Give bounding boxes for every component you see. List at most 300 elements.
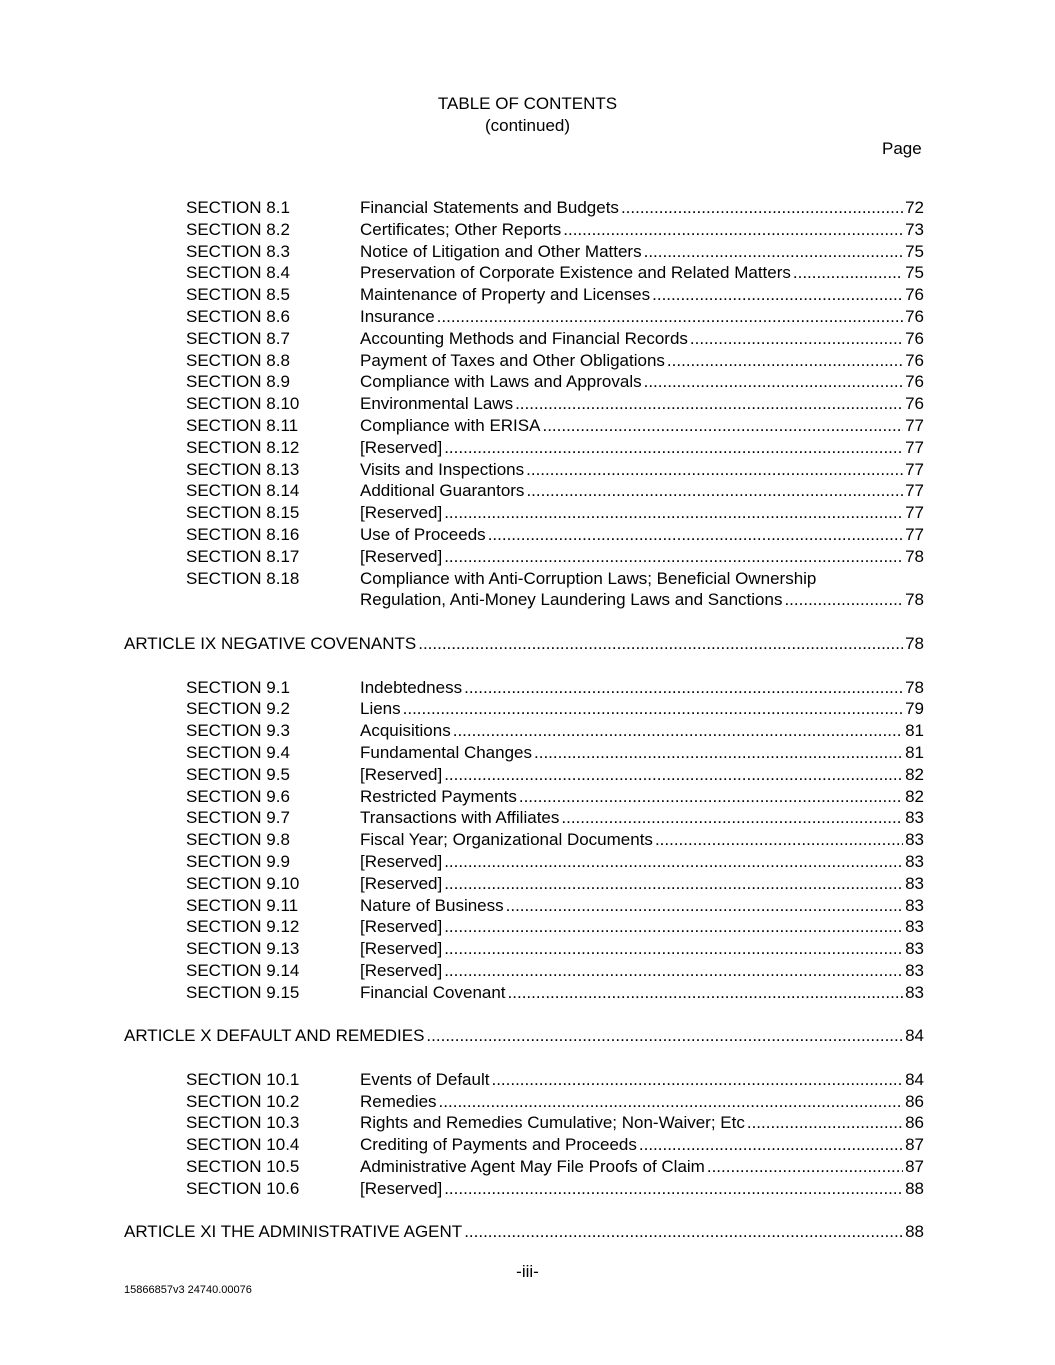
section-title: Environmental Laws xyxy=(360,394,514,414)
dot-leader xyxy=(444,1178,903,1200)
toc-title: TABLE OF CONTENTS xyxy=(437,94,618,113)
entry-title-block xyxy=(360,720,924,742)
page-ref: 73 xyxy=(905,219,924,239)
entry-title-line1: Compliance with Anti-Corruption Laws; Beneficial Ownership xyxy=(360,568,817,588)
entry-title-block xyxy=(124,1025,924,1047)
page-ref: 77 xyxy=(905,437,924,457)
toc-section-row[interactable] xyxy=(0,742,1055,764)
entry-leader-line xyxy=(360,262,924,284)
section-number: SECTION 8.4 xyxy=(186,263,290,283)
dot-leader xyxy=(488,524,903,546)
section-number: SECTION 8.16 xyxy=(186,524,300,544)
entry-title-block xyxy=(360,786,924,808)
entry-leader-line xyxy=(360,807,924,829)
entry-leader-line xyxy=(360,393,924,415)
section-number: SECTION 9.10 xyxy=(186,873,300,893)
page-ref: 82 xyxy=(905,764,924,784)
entry-title-block xyxy=(124,1221,924,1243)
toc-section-row[interactable] xyxy=(0,1112,1055,1134)
page-ref: 76 xyxy=(905,372,924,392)
dot-leader xyxy=(464,1221,903,1243)
dot-leader xyxy=(519,786,903,808)
page-ref: 78 xyxy=(905,590,924,610)
toc-section-row[interactable] xyxy=(0,393,1055,415)
dot-leader xyxy=(563,219,903,241)
entry-leader-line xyxy=(360,786,924,808)
toc-spacer xyxy=(0,1003,1055,1025)
page-ref: 82 xyxy=(905,786,924,806)
section-title: Fiscal Year; Organizational Documents xyxy=(360,830,653,850)
toc-section-row[interactable] xyxy=(0,698,1055,720)
page-ref: 76 xyxy=(905,394,924,414)
entry-leader-line xyxy=(360,437,924,459)
entry-title-block xyxy=(360,350,924,372)
section-number: SECTION 9.4 xyxy=(186,742,290,762)
section-number: SECTION 9.11 xyxy=(186,895,299,915)
toc-spacer xyxy=(0,1200,1055,1222)
dot-leader xyxy=(453,720,903,742)
entry-leader-line xyxy=(360,851,924,873)
entry-title-block xyxy=(360,306,924,328)
section-title: Financial Covenant xyxy=(360,982,506,1002)
entry-leader-line xyxy=(360,502,924,524)
entry-leader-line xyxy=(360,982,924,1004)
entry-title-block xyxy=(360,371,924,393)
toc-section-row[interactable] xyxy=(0,241,1055,263)
dot-leader xyxy=(508,982,904,1004)
entry-title-block xyxy=(360,284,924,306)
toc-section-row[interactable] xyxy=(0,1156,1055,1178)
section-number: SECTION 8.1 xyxy=(186,198,290,217)
toc-subtitle: (continued) xyxy=(484,116,571,135)
dot-leader xyxy=(561,807,903,829)
dot-leader xyxy=(655,829,903,851)
entry-leader-line xyxy=(360,1091,924,1113)
entry-leader-line xyxy=(360,197,924,219)
dot-leader xyxy=(515,393,903,415)
dot-leader xyxy=(690,328,903,350)
entry-leader-line xyxy=(360,1134,924,1156)
entry-title-block xyxy=(360,328,924,350)
section-title: Restricted Payments xyxy=(360,786,517,806)
entry-title-block xyxy=(360,1112,924,1134)
article-title: ARTICLE IX NEGATIVE COVENANTS xyxy=(124,633,417,653)
entry-title-block xyxy=(360,916,924,938)
toc-section-row[interactable] xyxy=(0,786,1055,808)
section-number: SECTION 10.1 xyxy=(186,1069,300,1089)
section-title: Compliance with ERISA xyxy=(360,415,541,435)
entry-leader-line xyxy=(360,350,924,372)
entry-leader-line xyxy=(360,938,924,960)
page-ref: 83 xyxy=(905,873,924,893)
dot-leader xyxy=(644,241,903,263)
dot-leader xyxy=(444,960,903,982)
toc-section-row[interactable] xyxy=(0,764,1055,786)
entry-leader-line xyxy=(360,546,924,568)
section-number: SECTION 8.9 xyxy=(186,372,290,392)
entry-leader-line xyxy=(360,742,924,764)
page-ref: 87 xyxy=(905,1135,924,1155)
section-number: SECTION 10.2 xyxy=(186,1091,300,1111)
entry-leader-line xyxy=(360,677,924,699)
entry-title-block xyxy=(360,1156,924,1178)
entry-leader-line xyxy=(360,480,924,502)
section-number: SECTION 9.15 xyxy=(186,982,300,1002)
dot-leader xyxy=(437,306,903,328)
entry-leader-line xyxy=(360,306,924,328)
page-ref: 86 xyxy=(905,1113,924,1133)
toc-section-row[interactable] xyxy=(0,568,1055,612)
section-number: SECTION 10.6 xyxy=(186,1178,300,1198)
section-number: SECTION 8.13 xyxy=(186,459,300,479)
dot-leader xyxy=(707,1156,903,1178)
entry-title-block xyxy=(360,698,924,720)
section-title: Insurance xyxy=(360,306,435,326)
page-ref: 87 xyxy=(905,1157,924,1177)
dot-leader xyxy=(444,437,903,459)
page-ref: 78 xyxy=(905,677,924,697)
entry-title-block xyxy=(360,459,924,481)
entry-title-block xyxy=(360,415,924,437)
section-title: Visits and Inspections xyxy=(360,459,525,479)
toc-section-row[interactable] xyxy=(0,720,1055,742)
page-ref: 83 xyxy=(905,895,924,915)
page-ref: 75 xyxy=(905,263,924,283)
toc-section-row[interactable] xyxy=(0,546,1055,568)
section-title: [Reserved] xyxy=(360,939,443,959)
section-number: SECTION 8.6 xyxy=(186,306,290,326)
dot-leader xyxy=(784,589,903,611)
page-ref: 77 xyxy=(905,524,924,544)
entry-title-block xyxy=(360,1134,924,1156)
page-ref: 77 xyxy=(905,415,924,435)
section-number: SECTION 9.5 xyxy=(186,764,290,784)
toc-section-row[interactable] xyxy=(0,306,1055,328)
section-title: Use of Proceeds xyxy=(360,524,486,544)
page-ref: 83 xyxy=(905,851,924,871)
dot-leader xyxy=(506,895,903,917)
toc-section-row[interactable] xyxy=(0,437,1055,459)
entry-leader-line xyxy=(360,1156,924,1178)
entry-title-block xyxy=(360,895,924,917)
toc-spacer xyxy=(0,1047,1055,1069)
entry-title-block xyxy=(360,851,924,873)
page-number: -iii- xyxy=(516,1262,539,1281)
toc-section-row[interactable] xyxy=(0,851,1055,873)
entry-leader-line xyxy=(360,960,924,982)
article-title: ARTICLE XI THE ADMINISTRATIVE AGENT xyxy=(124,1222,463,1242)
entry-leader-line xyxy=(360,1112,924,1134)
toc-section-row[interactable] xyxy=(0,829,1055,851)
dot-leader xyxy=(444,764,903,786)
page-ref: 83 xyxy=(905,830,924,850)
page-ref: 81 xyxy=(905,742,924,762)
entry-title-block xyxy=(360,241,924,263)
toc-section-row[interactable] xyxy=(0,371,1055,393)
section-title: [Reserved] xyxy=(360,437,443,457)
section-number: SECTION 10.5 xyxy=(186,1157,300,1177)
entry-title-block xyxy=(360,197,924,219)
page-ref: 83 xyxy=(905,960,924,980)
page-ref: 88 xyxy=(905,1222,924,1242)
entry-title-block xyxy=(360,960,924,982)
toc-section-row[interactable] xyxy=(0,502,1055,524)
toc-section-row[interactable] xyxy=(0,328,1055,350)
section-number: SECTION 9.6 xyxy=(186,786,290,806)
toc-article-row[interactable] xyxy=(0,1025,1055,1047)
section-number: SECTION 9.7 xyxy=(186,808,290,828)
toc-section-row[interactable] xyxy=(0,480,1055,502)
section-number: SECTION 8.10 xyxy=(186,394,300,414)
section-number: SECTION 8.2 xyxy=(186,219,290,239)
toc-section-row[interactable] xyxy=(0,873,1055,895)
entry-title-block xyxy=(360,546,924,568)
entry-title-block xyxy=(360,1069,924,1091)
section-title: Additional Guarantors xyxy=(360,481,525,501)
section-number: SECTION 8.7 xyxy=(186,328,290,348)
dot-leader xyxy=(464,677,903,699)
entry-title-block xyxy=(360,480,924,502)
section-title: [Reserved] xyxy=(360,873,443,893)
dot-leader xyxy=(526,480,903,502)
dot-leader xyxy=(439,1091,904,1113)
section-number: SECTION 8.15 xyxy=(186,503,300,523)
page-ref: 76 xyxy=(905,306,924,326)
section-number: SECTION 9.1 xyxy=(186,677,290,697)
dot-leader xyxy=(747,1112,903,1134)
section-title: Regulation, Anti-Money Laundering Laws and Sanctions xyxy=(360,590,783,610)
page-ref: 79 xyxy=(905,699,924,719)
toc-section-row[interactable] xyxy=(0,524,1055,546)
toc-section-row[interactable] xyxy=(0,895,1055,917)
section-title: [Reserved] xyxy=(360,503,443,523)
page-ref: 83 xyxy=(905,808,924,828)
dot-leader xyxy=(534,742,903,764)
entry-title-block xyxy=(360,524,924,546)
page-ref: 77 xyxy=(905,459,924,479)
page-ref: 86 xyxy=(905,1091,924,1111)
toc-section-row[interactable] xyxy=(0,1134,1055,1156)
section-title: Events of Default xyxy=(360,1069,490,1089)
section-number: SECTION 8.18 xyxy=(186,568,300,588)
entry-leader-line xyxy=(360,829,924,851)
entry-leader-line xyxy=(360,328,924,350)
dot-leader xyxy=(444,916,903,938)
dot-leader xyxy=(403,698,903,720)
section-title: Fundamental Changes xyxy=(360,742,533,762)
dot-leader xyxy=(418,633,903,655)
entry-leader-line xyxy=(360,1069,924,1091)
entry-title-block xyxy=(360,764,924,786)
dot-leader xyxy=(621,197,903,219)
entry-title-block xyxy=(360,262,924,284)
section-title: Financial Statements and Budgets xyxy=(360,198,619,217)
section-title: Liens xyxy=(360,699,401,719)
section-title: Administrative Agent May File Proofs of Claim xyxy=(360,1157,705,1177)
toc-section-row[interactable] xyxy=(0,916,1055,938)
entry-title-block xyxy=(360,219,924,241)
entry-leader-line xyxy=(360,371,924,393)
entry-title-block xyxy=(360,677,924,699)
section-title: Acquisitions xyxy=(360,721,451,741)
section-number: SECTION 9.3 xyxy=(186,721,290,741)
page-ref: 72 xyxy=(905,198,924,217)
toc-section-row[interactable] xyxy=(0,262,1055,284)
dot-leader xyxy=(444,851,903,873)
toc-spacer xyxy=(0,655,1055,677)
section-title: [Reserved] xyxy=(360,960,443,980)
toc-article-row[interactable] xyxy=(0,633,1055,655)
page-ref: 83 xyxy=(905,917,924,937)
toc-section-row[interactable] xyxy=(0,459,1055,481)
dot-leader xyxy=(444,873,903,895)
toc-section-row[interactable] xyxy=(0,1091,1055,1113)
entry-title-block xyxy=(360,982,924,1004)
document-id: 15866857v3 24740.00076 xyxy=(124,1284,252,1296)
toc-article-row[interactable] xyxy=(0,1221,1055,1243)
section-number: SECTION 8.12 xyxy=(186,437,300,457)
toc-section-row[interactable] xyxy=(0,938,1055,960)
section-number: SECTION 10.3 xyxy=(186,1113,300,1133)
section-number: SECTION 9.8 xyxy=(186,830,290,850)
toc-section-row[interactable] xyxy=(0,960,1055,982)
section-number: SECTION 8.17 xyxy=(186,546,300,566)
toc-list xyxy=(0,197,1055,1243)
section-title: Indebtedness xyxy=(360,677,463,697)
toc-section-row[interactable] xyxy=(0,1178,1055,1200)
page-ref: 84 xyxy=(905,1069,924,1089)
entry-leader-line xyxy=(360,459,924,481)
section-number: SECTION 9.9 xyxy=(186,851,290,871)
section-title: Preservation of Corporate Existence and Related Matters xyxy=(360,263,791,283)
dot-leader xyxy=(444,546,903,568)
page-ref: 77 xyxy=(905,503,924,523)
toc-spacer xyxy=(0,611,1055,633)
toc-section-row[interactable] xyxy=(0,415,1055,437)
section-title: Remedies xyxy=(360,1091,437,1111)
section-number: SECTION 9.2 xyxy=(186,699,290,719)
entry-leader-line xyxy=(360,284,924,306)
section-title: Crediting of Payments and Proceeds xyxy=(360,1135,637,1155)
entry-leader-line xyxy=(360,873,924,895)
section-number: SECTION 9.12 xyxy=(186,917,300,937)
section-number: SECTION 8.5 xyxy=(186,285,290,305)
entry-leader-line xyxy=(124,1221,924,1243)
toc-section-row[interactable] xyxy=(0,197,1055,219)
entry-title-block xyxy=(360,502,924,524)
entry-leader-line xyxy=(124,633,924,655)
page-ref: 83 xyxy=(905,939,924,959)
entry-leader-line xyxy=(360,916,924,938)
page-ref: 75 xyxy=(905,241,924,261)
section-title: [Reserved] xyxy=(360,764,443,784)
section-title: Notice of Litigation and Other Matters xyxy=(360,241,642,261)
section-number: SECTION 8.8 xyxy=(186,350,290,370)
section-title: Compliance with Laws and Approvals xyxy=(360,372,642,392)
toc-section-row[interactable] xyxy=(0,350,1055,372)
section-title: [Reserved] xyxy=(360,917,443,937)
page-ref: 88 xyxy=(905,1178,924,1198)
dot-leader xyxy=(644,371,903,393)
toc-section-row[interactable] xyxy=(0,677,1055,699)
dot-leader xyxy=(793,262,903,284)
dot-leader xyxy=(542,415,903,437)
entry-leader-line xyxy=(124,1025,924,1047)
section-title: Payment of Taxes and Other Obligations xyxy=(360,350,665,370)
page-ref: 76 xyxy=(905,328,924,348)
entry-leader-line xyxy=(360,764,924,786)
article-title: ARTICLE X DEFAULT AND REMEDIES xyxy=(124,1026,425,1046)
page-column-label: Page xyxy=(882,139,922,158)
section-number: SECTION 8.11 xyxy=(186,415,299,435)
entry-title-block xyxy=(360,807,924,829)
dot-leader xyxy=(639,1134,903,1156)
dot-leader xyxy=(444,502,903,524)
section-title: Accounting Methods and Financial Records xyxy=(360,328,688,348)
dot-leader xyxy=(491,1069,903,1091)
toc-section-row[interactable] xyxy=(0,284,1055,306)
entry-title-block xyxy=(360,873,924,895)
entry-title-block xyxy=(360,1091,924,1113)
toc-section-row[interactable] xyxy=(0,807,1055,829)
page-ref: 76 xyxy=(905,350,924,370)
page-ref: 76 xyxy=(905,285,924,305)
dot-leader xyxy=(526,459,903,481)
page-ref: 81 xyxy=(905,721,924,741)
page-ref: 78 xyxy=(905,546,924,566)
section-title: [Reserved] xyxy=(360,546,443,566)
toc-section-row[interactable] xyxy=(0,982,1055,1004)
toc-section-row[interactable] xyxy=(0,1069,1055,1091)
dot-leader xyxy=(444,938,903,960)
entry-leader-line xyxy=(360,524,924,546)
section-title: [Reserved] xyxy=(360,1178,443,1198)
entry-leader-line xyxy=(360,241,924,263)
section-title: Maintenance of Property and Licenses xyxy=(360,285,651,305)
page-ref: 77 xyxy=(905,481,924,501)
entry-title-block xyxy=(360,437,924,459)
page-ref: 78 xyxy=(905,633,924,653)
dot-leader xyxy=(652,284,903,306)
section-title: Rights and Remedies Cumulative; Non-Waiver; Etc xyxy=(360,1113,745,1133)
page-ref: 83 xyxy=(905,982,924,1002)
entry-title-block xyxy=(360,393,924,415)
entry-title-block xyxy=(360,829,924,851)
section-title: [Reserved] xyxy=(360,851,443,871)
entry-leader-line xyxy=(360,219,924,241)
dot-leader xyxy=(426,1025,903,1047)
entry-title-block xyxy=(360,568,924,612)
section-title: Certificates; Other Reports xyxy=(360,219,562,239)
section-number: SECTION 8.14 xyxy=(186,481,300,501)
entry-leader-line xyxy=(360,720,924,742)
entry-leader-line xyxy=(360,589,924,611)
section-number: SECTION 10.4 xyxy=(186,1135,300,1155)
entry-title-block xyxy=(360,1178,924,1200)
section-number: SECTION 9.13 xyxy=(186,939,300,959)
entry-title-block xyxy=(360,938,924,960)
entry-title-block xyxy=(124,633,924,655)
toc-section-row[interactable] xyxy=(0,219,1055,241)
section-title: Transactions with Affiliates xyxy=(360,808,560,828)
section-number: SECTION 9.14 xyxy=(186,960,300,980)
entry-leader-line xyxy=(360,698,924,720)
page-ref: 84 xyxy=(905,1026,924,1046)
entry-title-block xyxy=(360,742,924,764)
section-title: Nature of Business xyxy=(360,895,504,915)
entry-leader-line xyxy=(360,1178,924,1200)
entry-leader-line xyxy=(360,895,924,917)
